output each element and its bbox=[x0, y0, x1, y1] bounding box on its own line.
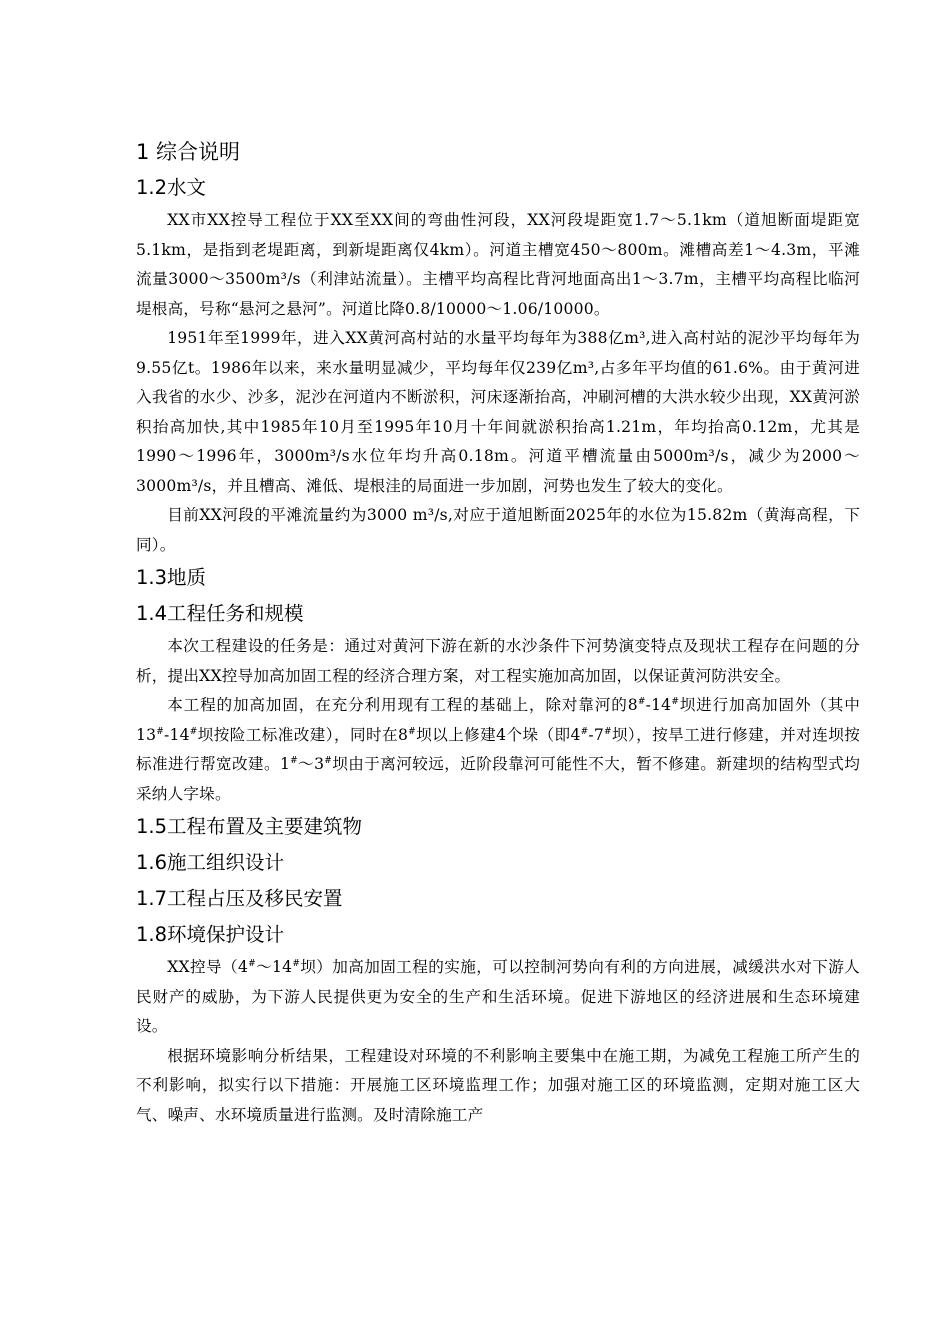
dam-number-mark: # bbox=[248, 958, 256, 969]
paragraph: 本工程的加高加固，在充分利用现有工程的基础上，除对靠河的8#-14#坝进行加高加固外（其中13#-14#坝按险工标准改建），同时在8#坝以上修建4个垛（即4#-7#坝），按旱工进行修建，并对连坝按标准进行帮宽改建。1#～3#坝由于离河较远，近阶段靠河可能性不大，暂不修建。新建坝的结构型式均采纳人字垛。 bbox=[136, 696, 861, 803]
subsection-heading-construction: 1.6施工组织设计 bbox=[136, 851, 285, 874]
paragraph: XX控导（4#～14#坝）加高加固工程的实施，可以控制河势向有利的方向进展，减缓洪水对下游人民财产的威胁，为下游人民提供更为安全的生产和生活环境。促进下游地区的经济进展和生态环境建设。 bbox=[136, 958, 860, 1035]
dam-number-mark: # bbox=[637, 696, 646, 707]
dam-number-mark: # bbox=[324, 755, 332, 766]
dam-number-mark: # bbox=[156, 726, 164, 737]
paragraph: 根据环境影响分析结果，工程建设对环境的不利影响主要集中在施工期，为减免工程施工所产生的不利影响，拟实行以下措施：开展施工区环境监理工作；加强对施工区的环境监测，定期对施工区大气、噪声、水环境质量进行监测。及时清除施工产 bbox=[136, 1046, 860, 1124]
dam-number-mark: # bbox=[603, 726, 612, 737]
subsection-heading-hydrology: 1.2水文 bbox=[136, 176, 207, 199]
subsection-heading-environment: 1.8环境保护设计 bbox=[136, 923, 285, 946]
dam-number-mark: # bbox=[671, 696, 680, 707]
paragraph: 1951年至1999年，进入XX黄河高村站的水量平均每年为388亿m³,进入高村站的泥沙平均每年为9.55亿t。1986年以来，来水量明显减少，平均每年仅239亿m³,占多年平均值的61.6%。由于黄河进入我省的水少、沙多，泥沙在河道内不断淤积，河床逐渐抬高，冲刷河槽的大洪水较少出现，XX黄河淤积抬高加快,其中1985年10月至1995年10月十年间就淤积抬高1.21m，年均抬高0.12m，尤其是1990～1996年，3000m³/s水位年均升高0.18m。河道平槽流量由5000m³/s，减少为2000～3000m³/s，并且槽高、滩低、堤根洼的局面进一步加剧，河势也发生了较大的变化。 bbox=[136, 329, 860, 495]
paragraph: 目前XX河段的平滩流量约为3000 m³/s,对应于道旭断面2025年的水位为15.82m（黄海高程，下同）。 bbox=[136, 506, 860, 554]
subsection-heading-resettlement: 1.7工程占压及移民安置 bbox=[136, 887, 343, 910]
dam-number-mark: # bbox=[290, 755, 298, 766]
document-content bbox=[136, 136, 860, 1130]
paragraph: 本次工程建设的任务是：通过对黄河下游在新的水沙条件下河势演变特点及现状工程存在问题的分析，提出XX控导加高加固工程的经济合理方案，对工程实施加高加固，以保证黄河防洪安全。 bbox=[136, 637, 860, 685]
subsection-heading-geology: 1.3地质 bbox=[136, 566, 207, 589]
dam-number-mark: # bbox=[292, 958, 301, 969]
paragraph: XX市XX控导工程位于XX至XX间的弯曲性河段，XX河段堤距宽1.7～5.1km（道旭断面堤距宽5.1km，是指到老堤距离，到新堤距离仅4km）。河道主槽宽450～800m。滩槽高差1～4.3m，平滩流量3000～3500m³/s（利津站流量）。主槽平均高程比背河地面高出1～3.7m，主槽平均高程比临河堤根高，号称“悬河之悬河”。河道比降0.8/10000～1.06/10000。 bbox=[136, 211, 860, 318]
section-title: 1 综合说明 bbox=[136, 140, 241, 164]
dam-number-mark: # bbox=[580, 726, 589, 737]
subsection-heading-tasks: 1.4工程任务和规模 bbox=[136, 602, 304, 625]
dam-number-mark: # bbox=[189, 726, 198, 737]
dam-number-mark: # bbox=[408, 726, 416, 737]
subsection-heading-layout: 1.5工程布置及主要建筑物 bbox=[136, 815, 363, 838]
